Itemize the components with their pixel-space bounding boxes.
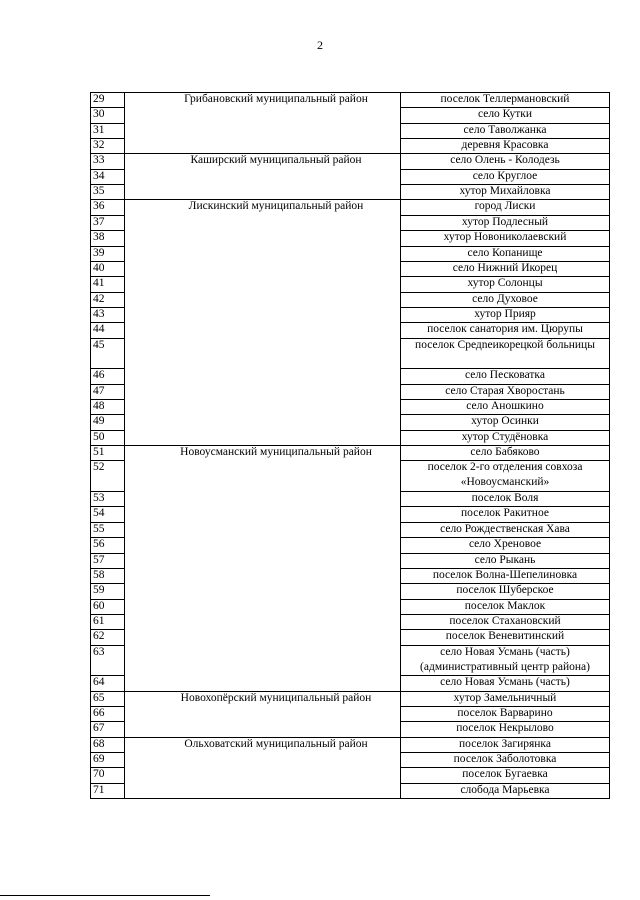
settlement-name: хутор Студёновка: [461, 430, 549, 443]
row-divider: [90, 138, 125, 139]
district-name: [126, 184, 426, 199]
row-divider: [400, 307, 610, 308]
row-divider: [90, 322, 125, 323]
district-name: [126, 215, 426, 230]
table-row: [90, 583, 610, 598]
row-divider: [90, 491, 125, 492]
table-row: [90, 629, 610, 644]
district-name: Новоусманский муниципальный район: [180, 446, 372, 459]
row-number: 33: [93, 154, 105, 167]
row-divider: [400, 368, 610, 369]
table-row: [90, 384, 610, 399]
district-name: [126, 261, 426, 276]
row-divider: [400, 522, 610, 523]
row-divider: [90, 338, 125, 339]
row-divider: [400, 399, 610, 400]
district-name: [126, 246, 426, 261]
district-name: [126, 399, 426, 414]
row-divider: [400, 384, 610, 385]
settlement-name: село Олень - Колодезь: [450, 154, 560, 167]
district-name: [126, 384, 426, 399]
row-number: 71: [93, 783, 105, 796]
district-name: Лискинский муниципальный район: [188, 200, 364, 213]
settlement-name: село Нижний Икорец: [452, 261, 558, 274]
district-name: [126, 629, 426, 644]
row-divider: [400, 123, 610, 124]
table-row: [90, 92, 610, 107]
row-number: 61: [93, 614, 105, 627]
row-number: 66: [93, 707, 105, 719]
row-divider: [400, 752, 610, 753]
district-name: [126, 338, 426, 369]
row-divider: [400, 599, 610, 600]
row-divider: [400, 491, 610, 492]
district-name: [126, 414, 426, 429]
row-divider: [400, 721, 610, 722]
district-name: [126, 568, 426, 583]
settlement-name: хутор Осинки: [471, 415, 539, 428]
page-number: 2: [317, 38, 323, 52]
row-divider: [90, 752, 125, 753]
district-name: [126, 721, 426, 736]
district-name: Грибановский муниципальный район: [184, 93, 368, 105]
table-row: [90, 107, 610, 122]
table-row: [90, 138, 610, 153]
row-divider: [90, 706, 125, 707]
settlement-name: поселок санатория им. Цюрупы: [427, 323, 583, 336]
table-row: [90, 322, 610, 337]
settlement-name: поселок Бугаевка: [462, 768, 548, 781]
row-number: 56: [93, 538, 105, 551]
district-name: [126, 706, 426, 721]
row-number: 57: [93, 553, 105, 566]
row-divider: [90, 522, 125, 523]
row-divider: [400, 261, 610, 262]
row-divider: [400, 215, 610, 216]
district-name: [126, 460, 426, 491]
settlement-name: село Новая Усмань (часть) (административный центр района): [420, 645, 590, 673]
table-row: [90, 783, 610, 798]
row-divider: [400, 645, 610, 646]
row-number: 46: [93, 369, 105, 382]
settlement-name: поселок Волна-Шепелиновка: [432, 568, 578, 581]
table-row: [90, 599, 610, 614]
table-row: [90, 537, 610, 552]
row-divider: [90, 292, 125, 293]
district-name: [126, 583, 426, 598]
table-row: [90, 292, 610, 307]
table-row: [90, 522, 610, 537]
table-row: [90, 645, 610, 676]
settlement-name: поселок Некрылово: [456, 722, 554, 735]
row-divider: [90, 230, 125, 231]
row-divider: [90, 691, 610, 692]
row-divider: [400, 292, 610, 293]
row-divider: [90, 614, 125, 615]
district-name: [126, 614, 426, 629]
table-row: [90, 414, 610, 429]
table-row: [90, 706, 610, 721]
district-name: [126, 276, 426, 291]
row-divider: [90, 368, 125, 369]
row-divider: [90, 261, 125, 262]
row-number: 55: [93, 522, 105, 535]
row-number: 41: [93, 277, 105, 290]
district-name: [126, 783, 426, 798]
settlement-name: село Копанище: [467, 246, 543, 259]
settlement-name: хутор Прияр: [474, 307, 536, 320]
settlement-name: село Бабяково: [470, 446, 540, 459]
row-divider: [90, 783, 125, 784]
settlement-name: село Песковатка: [465, 369, 545, 382]
settlement-name: хутор Михайловка: [459, 185, 551, 198]
row-divider: [400, 706, 610, 707]
table-row: [90, 737, 610, 752]
row-number: 63: [93, 645, 105, 658]
row-divider: [400, 614, 610, 615]
row-divider: [90, 276, 125, 277]
district-name: [126, 307, 426, 322]
settlement-name: поселок Воля: [471, 492, 539, 505]
row-number: 45: [93, 338, 105, 351]
settlement-name: поселок Теллермановский: [440, 93, 570, 105]
table-row: [90, 199, 610, 214]
row-number: 43: [93, 307, 105, 320]
row-divider: [400, 138, 610, 139]
district-name: [126, 123, 426, 138]
row-number: 53: [93, 492, 105, 505]
table-row: [90, 215, 610, 230]
footer-rule: [0, 895, 210, 896]
row-number: 50: [93, 430, 105, 443]
table-row: [90, 261, 610, 276]
settlement-name: село Таволжанка: [463, 123, 547, 136]
row-number: 35: [93, 185, 105, 198]
row-divider: [400, 184, 610, 185]
district-name: [126, 430, 426, 445]
row-divider: [90, 767, 125, 768]
table-row: [90, 430, 610, 445]
table-row: [90, 614, 610, 629]
table-row: [90, 460, 610, 491]
district-name: [126, 107, 426, 122]
district-name: Ольховатский муниципальный район: [184, 737, 368, 750]
row-number: 31: [93, 123, 105, 136]
district-name: [126, 491, 426, 506]
settlement-name: хутор Солонцы: [467, 277, 543, 290]
settlement-name: хутор Новониколаевский: [443, 231, 567, 244]
row-number: 65: [93, 691, 105, 704]
row-number: 44: [93, 323, 105, 336]
row-divider: [90, 184, 125, 185]
table-row: [90, 752, 610, 767]
table-border: [90, 798, 610, 799]
settlement-name: поселок Веневитинский: [445, 630, 565, 643]
settlement-name: поселок Стахановский: [449, 614, 561, 627]
row-divider: [90, 629, 125, 630]
row-number: 40: [93, 261, 105, 274]
row-divider: [400, 230, 610, 231]
row-divider: [400, 460, 610, 461]
row-divider: [400, 430, 610, 431]
table-border: [90, 92, 610, 93]
row-divider: [90, 107, 125, 108]
row-divider: [90, 721, 125, 722]
district-name: [126, 322, 426, 337]
row-divider: [90, 675, 125, 676]
row-number: 38: [93, 231, 105, 244]
settlement-name: село Круглое: [472, 169, 538, 182]
settlement-name: поселок Варварино: [457, 707, 553, 719]
table-row: [90, 691, 610, 706]
district-name: [126, 767, 426, 782]
row-number: 34: [93, 169, 105, 182]
row-divider: [400, 629, 610, 630]
settlement-name: деревня Красовка: [461, 139, 549, 152]
row-number: 58: [93, 568, 105, 581]
settlement-name: село Старая Хворостань: [445, 384, 565, 397]
settlement-name: поселок Маклок: [464, 599, 546, 612]
table-row: [90, 721, 610, 736]
row-divider: [90, 399, 125, 400]
district-name: [126, 537, 426, 552]
row-divider: [400, 767, 610, 768]
row-divider: [400, 276, 610, 277]
district-name: [126, 169, 426, 184]
district-name: Каширский муниципальный район: [190, 154, 362, 167]
row-number: 60: [93, 599, 105, 612]
table-row: [90, 399, 610, 414]
settlement-name: поселок Загирянка: [459, 737, 551, 750]
settlement-name: поселок Средneикорецкой больницы: [415, 338, 595, 351]
row-divider: [400, 537, 610, 538]
row-number: 39: [93, 246, 105, 259]
table-row: [90, 568, 610, 583]
district-name: [126, 138, 426, 153]
row-divider: [90, 307, 125, 308]
settlement-name: село Новая Усмань (часть): [440, 676, 570, 689]
row-divider: [90, 537, 125, 538]
settlement-name: село Кутки: [477, 108, 533, 121]
row-number: 68: [93, 737, 105, 750]
district-name: [126, 553, 426, 568]
district-name: Новохопёрский муниципальный район: [180, 691, 372, 704]
row-divider: [90, 246, 125, 247]
row-divider: [400, 338, 610, 339]
row-number: 29: [93, 93, 105, 105]
settlement-name: слобода Марьевка: [460, 783, 550, 796]
district-name: [126, 675, 426, 690]
row-number: 48: [93, 400, 105, 412]
settlement-name: село Хреновое: [468, 538, 542, 551]
row-divider: [400, 169, 610, 170]
row-divider: [400, 553, 610, 554]
row-number: 32: [93, 139, 105, 152]
row-divider: [90, 169, 125, 170]
table-row: [90, 169, 610, 184]
row-divider: [400, 246, 610, 247]
row-number: 36: [93, 200, 105, 213]
row-divider: [90, 414, 125, 415]
district-name: [126, 752, 426, 767]
table-row: [90, 506, 610, 521]
row-number: 51: [93, 446, 105, 459]
table-row: [90, 123, 610, 138]
row-number: 62: [93, 630, 105, 643]
row-divider: [90, 737, 610, 738]
row-divider: [90, 553, 125, 554]
district-name: [126, 522, 426, 537]
row-divider: [400, 506, 610, 507]
settlement-name: село Рыкань: [474, 553, 536, 566]
district-name: [126, 645, 426, 676]
row-divider: [90, 215, 125, 216]
row-divider: [90, 430, 125, 431]
district-name: [126, 292, 426, 307]
district-name: [126, 506, 426, 521]
row-divider: [90, 599, 125, 600]
table-row: [90, 246, 610, 261]
table-row: [90, 767, 610, 782]
district-name: [126, 599, 426, 614]
table-row: [90, 153, 610, 168]
row-divider: [400, 322, 610, 323]
row-divider: [90, 199, 610, 200]
table-row: [90, 307, 610, 322]
row-divider: [90, 568, 125, 569]
district-name: [126, 368, 426, 383]
settlement-name: город Лиски: [474, 200, 536, 213]
row-divider: [400, 675, 610, 676]
row-number: 70: [93, 768, 105, 781]
row-divider: [400, 107, 610, 108]
row-number: 52: [93, 461, 105, 474]
settlement-name: хутор Замельничный: [453, 691, 557, 704]
row-divider: [90, 153, 610, 154]
row-divider: [90, 506, 125, 507]
settlement-name: поселок Шуберское: [456, 584, 554, 597]
table-row: [90, 553, 610, 568]
row-number: 42: [93, 292, 105, 305]
row-divider: [90, 583, 125, 584]
settlement-name: поселок 2-го отделения совхоза «Новоусманский»: [427, 461, 583, 489]
row-number: 69: [93, 753, 105, 766]
row-number: 59: [93, 584, 105, 597]
row-number: 47: [93, 384, 105, 397]
table-row: [90, 184, 610, 199]
settlement-name: поселок Заболотовка: [453, 753, 557, 766]
table-row: [90, 368, 610, 383]
row-number: 67: [93, 722, 105, 735]
settlement-name: село Духовое: [472, 292, 538, 305]
row-number: 37: [93, 215, 105, 228]
settlement-name: село Рождественская Хава: [440, 522, 570, 535]
row-number: 30: [93, 108, 105, 121]
table-row: [90, 491, 610, 506]
row-divider: [90, 445, 610, 446]
row-divider: [90, 123, 125, 124]
row-divider: [90, 645, 125, 646]
settlement-name: хутор Подлесный: [461, 215, 549, 228]
row-number: 54: [93, 507, 105, 520]
row-divider: [90, 384, 125, 385]
settlement-name: село Аношкино: [466, 400, 544, 412]
row-divider: [90, 460, 125, 461]
district-name: [126, 230, 426, 245]
table-row: [90, 338, 610, 369]
table-row: [90, 276, 610, 291]
row-divider: [400, 568, 610, 569]
row-number: 64: [93, 676, 105, 689]
table-row: [90, 445, 610, 460]
settlement-name: поселок Ракитное: [461, 507, 549, 520]
row-divider: [400, 583, 610, 584]
table-row: [90, 675, 610, 690]
row-divider: [400, 414, 610, 415]
row-divider: [400, 783, 610, 784]
row-number: 49: [93, 415, 105, 428]
table-row: [90, 230, 610, 245]
